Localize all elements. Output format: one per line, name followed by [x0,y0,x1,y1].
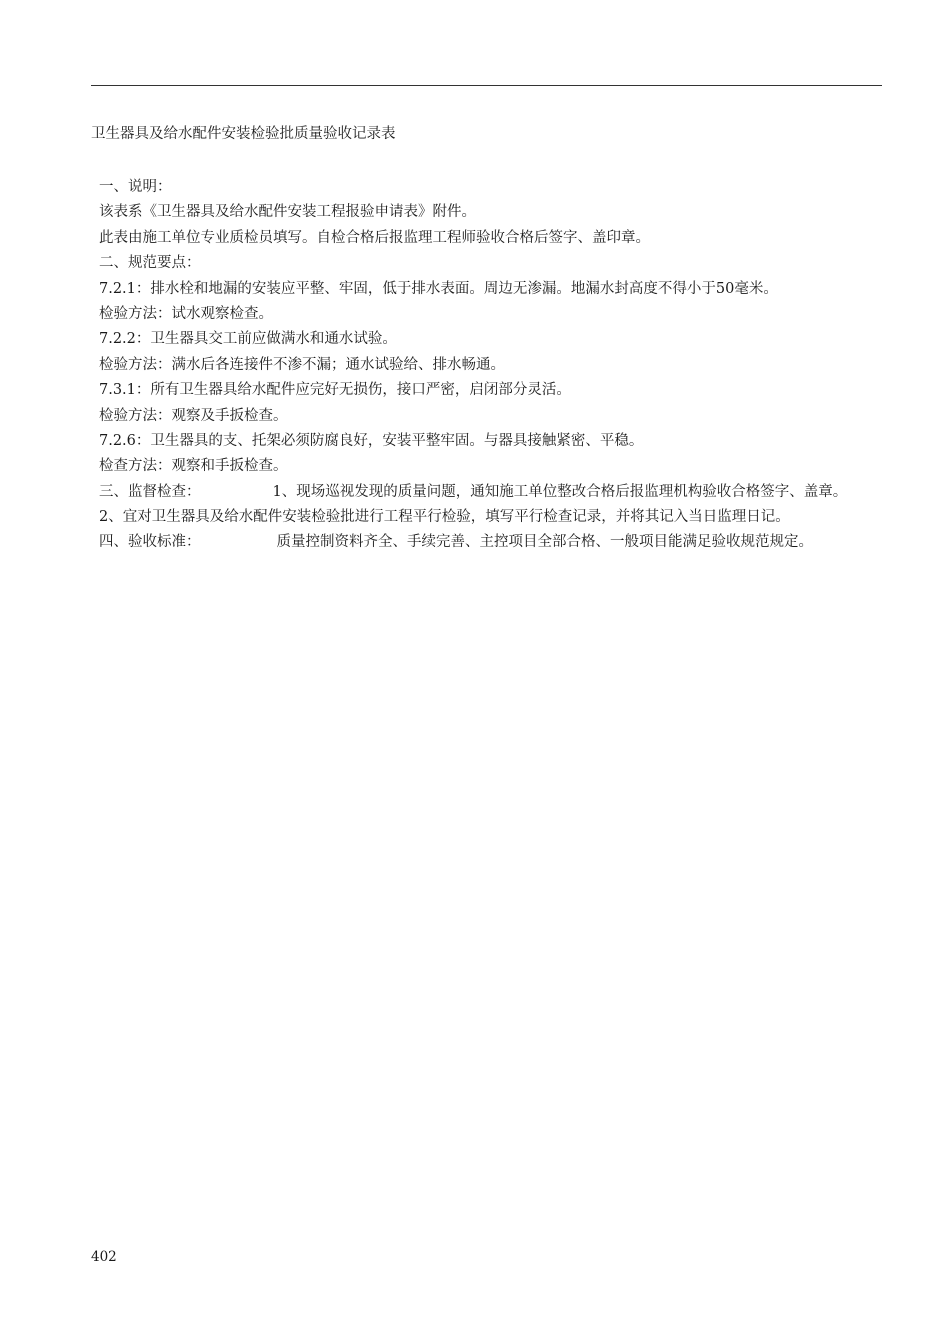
rule-7-2-6-method: 检查方法：观察和手扳检查。 [99,458,288,475]
section-3-paragraph [84,480,882,505]
section-4-heading: 四、验收标准： [99,534,201,551]
header-rule [91,85,882,86]
rule-7-2-6: 7.2.6：卫生器具的支、托架必须防腐良好，安装平整牢固。与器具接触紧密、平稳。 [99,432,644,449]
document-title: 卫生器具及给水配件安装检验批质量验收记录表 [91,126,396,142]
section-3-item-1: 1、现场巡视发现的质量问题，通知施工单位整改合格后报监理机构验收合格签字、盖章。 [272,483,848,500]
rule-7-3-1-method: 检验方法：观察及手扳检查。 [99,407,288,424]
rule-7-2-1-method: 检验方法：试水观察检查。 [99,305,273,322]
rule-7-2-2: 7.2.2：卫生器具交工前应做满水和通水试验。 [99,331,397,348]
page-number: 402 [91,1249,117,1265]
section-1-heading: 一、说明： [99,179,172,195]
rule-7-3-1: 7.3.1：所有卫生器具给水配件应完好无损伤，接口严密，启闭部分灵活。 [99,382,571,399]
section-2-heading: 二、规范要点： [99,255,201,272]
section-1-paragraph-2: 此表由施工单位专业质检员填写。自检合格后报监理工程师验收合格后签字、盖印章。 [99,229,650,246]
rule-7-2-2-method: 检验方法：满水后各连接件不渗不漏；通水试验给、排水畅通。 [99,356,505,373]
document-body [91,175,886,556]
rule-7-2-1: 7.2.1：排水栓和地漏的安装应平整、牢固，低于排水表面。周边无渗漏。地漏水封高度不得小于50毫米。 [99,280,778,297]
section-1-paragraph-1: 该表系《卫生器具及给水配件安装工程报验申请表》附件。 [99,204,476,221]
section-3-item-2: 2、宜对卫生器具及给水配件安装检验批进行工程平行检验，填写平行检查记录，并将其记入当日监理日记。 [99,509,790,526]
section-3-heading: 三、监督检查： [99,483,201,500]
section-4-text: 质量控制资料齐全、手续完善、主控项目全部合格、一般项目能满足验收规范规定。 [276,534,813,551]
section-4-paragraph [91,530,886,555]
